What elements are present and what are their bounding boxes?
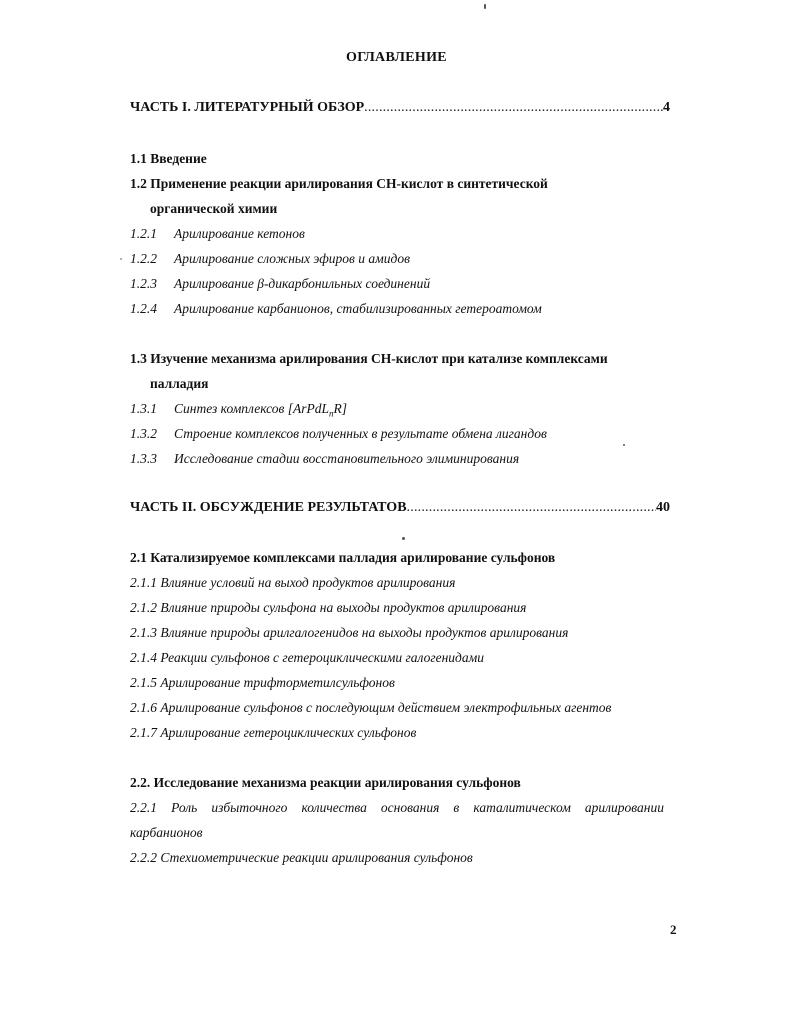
toc-section-1-3[interactable]: 1.3 Изучение механизма арилирования CH-кислот при катализе комплексами [130, 351, 608, 366]
item-text-subscript: n [328, 408, 334, 419]
toc-section-1-3-cont: палладия [150, 376, 209, 391]
page-number: 2 [670, 922, 677, 937]
toc-item-2-1-5[interactable]: 2.1.5 Арилирование трифторметилсульфонов [130, 675, 395, 690]
toc-part-1[interactable] [130, 99, 670, 117]
page-title: ОГЛАВЛЕНИЕ [346, 50, 447, 65]
toc-item-2-1-1[interactable]: 2.1.1 Влияние условий на выход продуктов арилирования [130, 575, 456, 590]
item-text: Исследование стадии восстановительного элиминирования [174, 451, 520, 466]
item-number: 1.2.1 [130, 226, 157, 241]
scan-speck [120, 258, 122, 260]
toc-section-1-1[interactable]: 1.1 Введение [130, 151, 207, 166]
item-number: 1.3.2 [130, 426, 157, 441]
toc-item-1-2-1[interactable] [130, 225, 305, 243]
toc-section-1-2-cont: органической химии [150, 201, 278, 216]
toc-item-1-3-3[interactable] [130, 450, 519, 468]
toc-item-2-1-4[interactable]: 2.1.4 Реакции сульфонов с гетероциклическими галогенидами [130, 650, 484, 665]
item-text: Арилирование карбанионов, стабилизированных гетероатомом [174, 301, 542, 316]
item-text: Арилирование сложных эфиров и амидов [174, 251, 410, 266]
scan-speck [402, 537, 405, 540]
scan-speck [623, 444, 625, 446]
item-text: Арилирование кетонов [174, 226, 305, 241]
item-number: 1.3.1 [130, 401, 157, 416]
toc-part-2[interactable] [130, 499, 670, 517]
part-1-label: ЧАСТЬ I. ЛИТЕРАТУРНЫЙ ОБЗОР [130, 100, 365, 115]
toc-item-2-2-1-cont: карбанионов [130, 825, 203, 840]
item-text: Синтез комплексов [ArPdL [174, 401, 329, 416]
toc-item-1-3-1[interactable] [130, 400, 347, 423]
item-number: 1.2.3 [130, 276, 157, 291]
item-number: 1.2.2 [130, 251, 157, 266]
item-number: 1.2.4 [130, 301, 157, 316]
item-text: Арилирование β-дикарбонильных соединений [174, 276, 431, 291]
toc-section-1-2[interactable]: 1.2 Применение реакции арилирования CH-кислот в синтетической [130, 176, 548, 191]
toc-item-2-2-1[interactable]: 2.2.1 Роль избыточного количества основания в каталитическом арилировании [130, 800, 664, 815]
toc-item-1-3-2[interactable] [130, 425, 547, 443]
scan-speck [484, 4, 486, 9]
toc-item-2-1-2[interactable]: 2.1.2 Влияние природы сульфона на выходы продуктов арилирования [130, 600, 527, 615]
part-1-page: 4 [663, 100, 670, 115]
part-2-label: ЧАСТЬ II. ОБСУЖДЕНИЕ РЕЗУЛЬТАТОВ [130, 500, 407, 515]
dot-leader [364, 99, 663, 117]
toc-item-2-1-6[interactable]: 2.1.6 Арилирование сульфонов с последующим действием электрофильных агентов [130, 700, 612, 715]
toc-item-2-2-2[interactable]: 2.2.2 Стехиометрические реакции арилирования сульфонов [130, 850, 473, 865]
toc-item-1-2-3[interactable] [130, 275, 430, 293]
item-number: 1.3.3 [130, 451, 157, 466]
item-text-end: R] [333, 401, 347, 416]
toc-item-2-1-3[interactable]: 2.1.3 Влияние природы арилгалогенидов на выходы продуктов арилирования [130, 625, 569, 640]
part-2-page: 40 [656, 500, 670, 515]
toc-item-1-2-4[interactable] [130, 300, 542, 318]
toc-item-2-1-7[interactable]: 2.1.7 Арилирование гетероциклических сульфонов [130, 725, 417, 740]
toc-item-1-2-2[interactable] [130, 250, 410, 268]
toc-section-2-1[interactable]: 2.1 Катализируемое комплексами палладия арилирование сульфонов [130, 550, 556, 565]
dot-leader [407, 499, 656, 517]
item-text: Строение комплексов полученных в результате обмена лигандов [174, 426, 547, 441]
toc-section-2-2[interactable]: 2.2. Исследование механизма реакции арилирования сульфонов [130, 775, 521, 790]
